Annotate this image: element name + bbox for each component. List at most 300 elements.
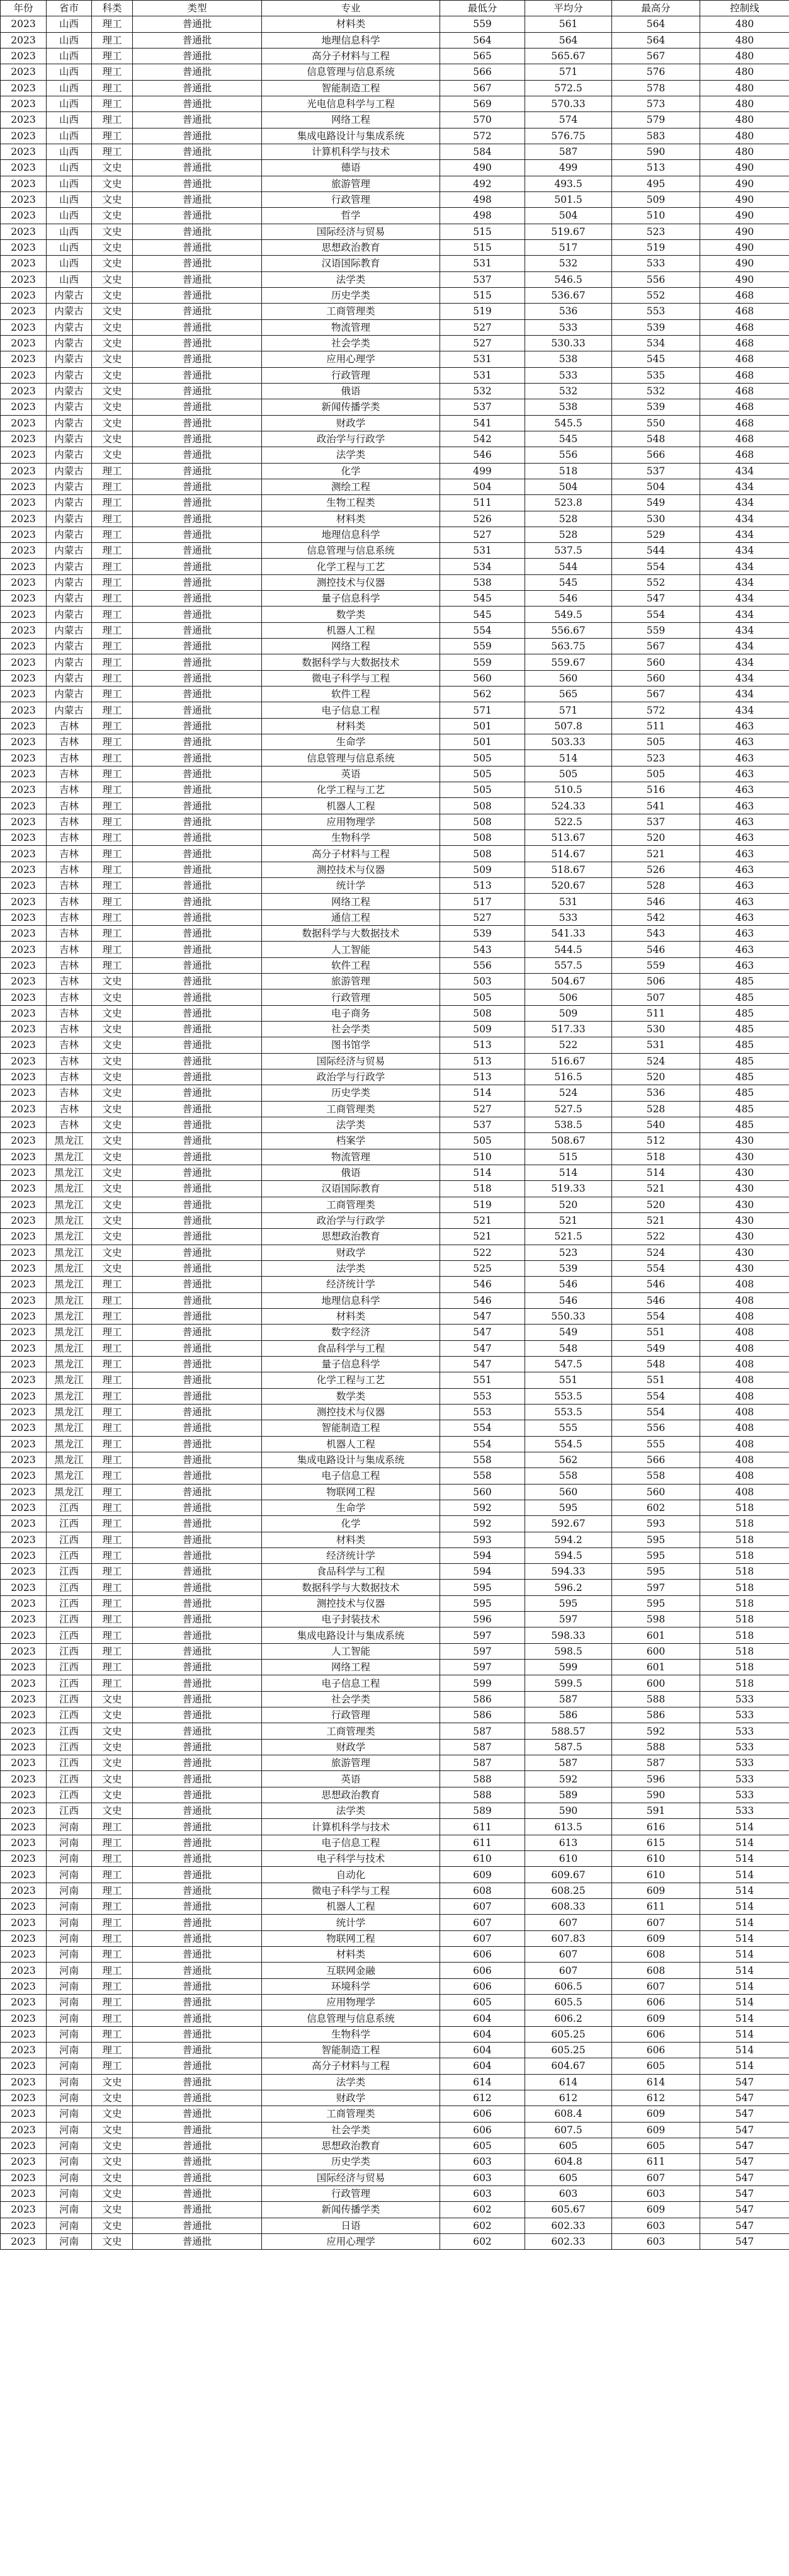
- category-cell: 理工: [92, 1851, 133, 1867]
- avg-score-cell: 576.75: [525, 128, 612, 144]
- avg-score-cell: 554.5: [525, 1436, 612, 1452]
- province-cell: 河南: [47, 1851, 92, 1867]
- year-cell: 2023: [1, 1197, 47, 1212]
- batch-cell: 普通批: [133, 2026, 262, 2042]
- control-line-cell: 430: [700, 1229, 789, 1245]
- category-cell: 文史: [92, 1787, 133, 1803]
- avg-score-cell: 548: [525, 1340, 612, 1356]
- avg-score-cell: 599.5: [525, 1675, 612, 1691]
- max-score-cell: 566: [612, 1452, 700, 1468]
- min-score-cell: 604: [440, 2026, 525, 2042]
- max-score-cell: 554: [612, 1308, 700, 1324]
- province-cell: 内蒙古: [47, 479, 92, 494]
- max-score-cell: 509: [612, 191, 700, 207]
- min-score-cell: 532: [440, 383, 525, 399]
- avg-score-cell: 594.33: [525, 1564, 612, 1580]
- control-line-cell: 490: [700, 224, 789, 239]
- year-cell: 2023: [1, 2122, 47, 2138]
- category-cell: 文史: [92, 208, 133, 224]
- category-cell: 理工: [92, 846, 133, 862]
- major-cell: 人工智能: [262, 942, 440, 957]
- province-cell: 黑龙江: [47, 1165, 92, 1180]
- avg-score-cell: 545: [525, 431, 612, 447]
- control-line-cell: 490: [700, 256, 789, 271]
- table-row: [1, 1229, 789, 1245]
- category-cell: 理工: [92, 1484, 133, 1500]
- table-row: [1, 702, 789, 718]
- min-score-cell: 519: [440, 304, 525, 319]
- max-score-cell: 576: [612, 64, 700, 80]
- max-score-cell: 548: [612, 431, 700, 447]
- category-cell: 理工: [92, 1819, 133, 1835]
- control-line-cell: 468: [700, 431, 789, 447]
- category-cell: 理工: [92, 670, 133, 686]
- batch-cell: 普通批: [133, 2090, 262, 2106]
- max-score-cell: 546: [612, 942, 700, 957]
- year-cell: 2023: [1, 926, 47, 942]
- category-cell: 理工: [92, 957, 133, 973]
- control-line-cell: 518: [700, 1516, 789, 1532]
- major-cell: 政治学与行政学: [262, 431, 440, 447]
- province-cell: 江西: [47, 1723, 92, 1739]
- year-cell: 2023: [1, 734, 47, 750]
- control-line-cell: 463: [700, 814, 789, 829]
- avg-score-cell: 533: [525, 909, 612, 925]
- table-row: [1, 1484, 789, 1500]
- avg-score-cell: 546: [525, 591, 612, 607]
- avg-score-cell: 524.33: [525, 798, 612, 814]
- category-cell: 理工: [92, 1595, 133, 1611]
- major-cell: 英语: [262, 766, 440, 782]
- province-cell: 吉林: [47, 1085, 92, 1101]
- batch-cell: 普通批: [133, 2186, 262, 2201]
- min-score-cell: 614: [440, 2074, 525, 2090]
- batch-cell: 普通批: [133, 1595, 262, 1611]
- batch-cell: 普通批: [133, 1899, 262, 1915]
- batch-cell: 普通批: [133, 1404, 262, 1420]
- max-score-cell: 549: [612, 1340, 700, 1356]
- major-cell: 材料类: [262, 1947, 440, 1963]
- table-row: [1, 1149, 789, 1165]
- major-cell: 国际经济与贸易: [262, 2170, 440, 2186]
- province-cell: 内蒙古: [47, 511, 92, 527]
- year-cell: 2023: [1, 144, 47, 159]
- category-cell: 文史: [92, 1037, 133, 1053]
- min-score-cell: 562: [440, 687, 525, 702]
- province-cell: 吉林: [47, 1037, 92, 1053]
- category-cell: 理工: [92, 1867, 133, 1883]
- batch-cell: 普通批: [133, 1995, 262, 2010]
- year-cell: 2023: [1, 1340, 47, 1356]
- province-cell: 山西: [47, 112, 92, 128]
- min-score-cell: 602: [440, 2218, 525, 2233]
- major-cell: 互联网金融: [262, 1963, 440, 1978]
- year-cell: 2023: [1, 48, 47, 64]
- max-score-cell: 609: [612, 1930, 700, 1946]
- batch-cell: 普通批: [133, 479, 262, 494]
- control-line-cell: 480: [700, 32, 789, 48]
- batch-cell: 普通批: [133, 1069, 262, 1085]
- major-cell: 物联网工程: [262, 1484, 440, 1500]
- min-score-cell: 531: [440, 367, 525, 383]
- category-cell: 文史: [92, 2170, 133, 2186]
- category-cell: 理工: [92, 1547, 133, 1563]
- control-line-cell: 547: [700, 2074, 789, 2090]
- table-row: [1, 1627, 789, 1643]
- major-cell: 环境科学: [262, 1978, 440, 1994]
- batch-cell: 普通批: [133, 1260, 262, 1276]
- province-cell: 江西: [47, 1675, 92, 1691]
- min-score-cell: 587: [440, 1755, 525, 1771]
- avg-score-cell: 587.5: [525, 1739, 612, 1755]
- control-line-cell: 490: [700, 208, 789, 224]
- max-score-cell: 600: [612, 1675, 700, 1691]
- control-line-cell: 468: [700, 447, 789, 463]
- avg-score-cell: 602.33: [525, 2218, 612, 2233]
- major-cell: 化学工程与工艺: [262, 1372, 440, 1388]
- major-cell: 测控技术与仪器: [262, 1595, 440, 1611]
- max-score-cell: 607: [612, 1915, 700, 1930]
- min-score-cell: 498: [440, 208, 525, 224]
- province-cell: 黑龙江: [47, 1356, 92, 1372]
- batch-cell: 普通批: [133, 1165, 262, 1180]
- batch-cell: 普通批: [133, 1325, 262, 1340]
- category-cell: 理工: [92, 16, 133, 32]
- year-cell: 2023: [1, 1085, 47, 1101]
- year-cell: 2023: [1, 782, 47, 798]
- control-line-cell: 408: [700, 1388, 789, 1404]
- control-line-cell: 547: [700, 2218, 789, 2233]
- category-cell: 文史: [92, 383, 133, 399]
- year-cell: 2023: [1, 814, 47, 829]
- min-score-cell: 508: [440, 798, 525, 814]
- table-row: [1, 1707, 789, 1723]
- province-cell: 江西: [47, 1532, 92, 1547]
- batch-cell: 普通批: [133, 1053, 262, 1069]
- avg-score-cell: 504: [525, 479, 612, 494]
- max-score-cell: 567: [612, 48, 700, 64]
- table-row: [1, 622, 789, 638]
- control-line-cell: 463: [700, 926, 789, 942]
- min-score-cell: 547: [440, 1340, 525, 1356]
- avg-score-cell: 604.8: [525, 2154, 612, 2170]
- table-row: [1, 1277, 789, 1292]
- category-cell: 文史: [92, 2138, 133, 2153]
- table-row: [1, 543, 789, 559]
- category-cell: 理工: [92, 2058, 133, 2074]
- year-cell: 2023: [1, 862, 47, 877]
- province-cell: 河南: [47, 2106, 92, 2122]
- province-cell: 内蒙古: [47, 702, 92, 718]
- max-score-cell: 602: [612, 1500, 700, 1515]
- avg-score-cell: 605.25: [525, 2026, 612, 2042]
- year-cell: 2023: [1, 1452, 47, 1468]
- table-row: [1, 479, 789, 494]
- table-row: [1, 256, 789, 271]
- max-score-cell: 553: [612, 304, 700, 319]
- table-row: [1, 1069, 789, 1085]
- max-score-cell: 537: [612, 814, 700, 829]
- major-cell: 材料类: [262, 718, 440, 734]
- min-score-cell: 499: [440, 463, 525, 479]
- min-score-cell: 546: [440, 447, 525, 463]
- max-score-cell: 521: [612, 1181, 700, 1197]
- min-score-cell: 492: [440, 176, 525, 191]
- min-score-cell: 554: [440, 1436, 525, 1452]
- avg-score-cell: 603: [525, 2186, 612, 2201]
- min-score-cell: 513: [440, 1053, 525, 1069]
- max-score-cell: 564: [612, 32, 700, 48]
- table-row: [1, 1165, 789, 1180]
- table-row: [1, 431, 789, 447]
- year-cell: 2023: [1, 1930, 47, 1946]
- province-cell: 河南: [47, 2090, 92, 2106]
- category-cell: 文史: [92, 1771, 133, 1787]
- avg-score-cell: 527.5: [525, 1101, 612, 1117]
- max-score-cell: 539: [612, 399, 700, 415]
- min-score-cell: 527: [440, 909, 525, 925]
- major-cell: 材料类: [262, 16, 440, 32]
- province-cell: 河南: [47, 2058, 92, 2074]
- max-score-cell: 573: [612, 96, 700, 111]
- max-score-cell: 545: [612, 351, 700, 367]
- control-line-cell: 468: [700, 383, 789, 399]
- header-year: 年份: [1, 1, 47, 16]
- max-score-cell: 583: [612, 128, 700, 144]
- major-cell: 信息管理与信息系统: [262, 2010, 440, 2026]
- major-cell: 微电子科学与工程: [262, 670, 440, 686]
- min-score-cell: 537: [440, 271, 525, 287]
- province-cell: 山西: [47, 96, 92, 111]
- batch-cell: 普通批: [133, 1436, 262, 1452]
- province-cell: 江西: [47, 1755, 92, 1771]
- batch-cell: 普通批: [133, 1963, 262, 1978]
- table-row: [1, 1547, 789, 1563]
- major-cell: 新闻传播学类: [262, 2202, 440, 2218]
- batch-cell: 普通批: [133, 1037, 262, 1053]
- table-row: [1, 1915, 789, 1930]
- max-score-cell: 530: [612, 1022, 700, 1037]
- control-line-cell: 533: [700, 1803, 789, 1819]
- avg-score-cell: 537.5: [525, 543, 612, 559]
- major-cell: 机器人工程: [262, 798, 440, 814]
- province-cell: 吉林: [47, 830, 92, 846]
- table-row: [1, 1053, 789, 1069]
- min-score-cell: 519: [440, 1197, 525, 1212]
- major-cell: 人工智能: [262, 1643, 440, 1659]
- year-cell: 2023: [1, 591, 47, 607]
- province-cell: 内蒙古: [47, 415, 92, 431]
- province-cell: 山西: [47, 32, 92, 48]
- table-row: [1, 878, 789, 894]
- category-cell: 理工: [92, 639, 133, 654]
- avg-score-cell: 590: [525, 1803, 612, 1819]
- major-cell: 材料类: [262, 1308, 440, 1324]
- category-cell: 文史: [92, 2122, 133, 2138]
- category-cell: 理工: [92, 814, 133, 829]
- min-score-cell: 498: [440, 191, 525, 207]
- category-cell: 文史: [92, 2218, 133, 2233]
- year-cell: 2023: [1, 1643, 47, 1659]
- control-line-cell: 434: [700, 670, 789, 686]
- province-cell: 黑龙江: [47, 1181, 92, 1197]
- max-score-cell: 586: [612, 1707, 700, 1723]
- province-cell: 黑龙江: [47, 1229, 92, 1245]
- table-row: [1, 96, 789, 111]
- table-row: [1, 830, 789, 846]
- year-cell: 2023: [1, 511, 47, 527]
- avg-score-cell: 592.67: [525, 1516, 612, 1532]
- batch-cell: 普通批: [133, 894, 262, 909]
- major-cell: 电子信息工程: [262, 1468, 440, 1484]
- major-cell: 光电信息科学与工程: [262, 96, 440, 111]
- min-score-cell: 515: [440, 224, 525, 239]
- avg-score-cell: 572.5: [525, 80, 612, 96]
- province-cell: 黑龙江: [47, 1292, 92, 1308]
- min-score-cell: 547: [440, 1325, 525, 1340]
- province-cell: 山西: [47, 256, 92, 271]
- header-subject-category: 科类: [92, 1, 133, 16]
- control-line-cell: 480: [700, 112, 789, 128]
- avg-score-cell: 606.2: [525, 2010, 612, 2026]
- category-cell: 文史: [92, 447, 133, 463]
- max-score-cell: 612: [612, 2090, 700, 2106]
- avg-score-cell: 532: [525, 383, 612, 399]
- category-cell: 理工: [92, 591, 133, 607]
- table-row: [1, 271, 789, 287]
- avg-score-cell: 549.5: [525, 607, 612, 622]
- control-line-cell: 485: [700, 989, 789, 1005]
- avg-score-cell: 536: [525, 304, 612, 319]
- category-cell: 理工: [92, 909, 133, 925]
- batch-cell: 普通批: [133, 1643, 262, 1659]
- min-score-cell: 569: [440, 96, 525, 111]
- table-row: [1, 1835, 789, 1850]
- major-cell: 汉语国际教育: [262, 1181, 440, 1197]
- major-cell: 量子信息科学: [262, 591, 440, 607]
- table-row: [1, 591, 789, 607]
- year-cell: 2023: [1, 176, 47, 191]
- table-row: [1, 1851, 789, 1867]
- category-cell: 理工: [92, 1978, 133, 1994]
- min-score-cell: 560: [440, 670, 525, 686]
- avg-score-cell: 594.5: [525, 1547, 612, 1563]
- category-cell: 文史: [92, 256, 133, 271]
- max-score-cell: 595: [612, 1595, 700, 1611]
- avg-score-cell: 607.5: [525, 2122, 612, 2138]
- year-cell: 2023: [1, 351, 47, 367]
- major-cell: 历史学类: [262, 2154, 440, 2170]
- batch-cell: 普通批: [133, 1340, 262, 1356]
- min-score-cell: 514: [440, 1085, 525, 1101]
- min-score-cell: 556: [440, 957, 525, 973]
- table-row: [1, 687, 789, 702]
- major-cell: 集成电路设计与集成系统: [262, 1452, 440, 1468]
- category-cell: 理工: [92, 878, 133, 894]
- min-score-cell: 526: [440, 511, 525, 527]
- control-line-cell: 430: [700, 1260, 789, 1276]
- table-row: [1, 1085, 789, 1101]
- province-cell: 吉林: [47, 734, 92, 750]
- year-cell: 2023: [1, 1260, 47, 1276]
- major-cell: 法学类: [262, 1117, 440, 1132]
- batch-cell: 普通批: [133, 974, 262, 989]
- major-cell: 统计学: [262, 878, 440, 894]
- min-score-cell: 522: [440, 1245, 525, 1260]
- max-score-cell: 590: [612, 144, 700, 159]
- category-cell: 文史: [92, 239, 133, 255]
- year-cell: 2023: [1, 16, 47, 32]
- province-cell: 吉林: [47, 718, 92, 734]
- year-cell: 2023: [1, 1005, 47, 1021]
- batch-cell: 普通批: [133, 654, 262, 670]
- category-cell: 理工: [92, 1883, 133, 1898]
- max-score-cell: 514: [612, 1165, 700, 1180]
- province-cell: 黑龙江: [47, 1484, 92, 1500]
- control-line-cell: 485: [700, 1069, 789, 1085]
- category-cell: 文史: [92, 224, 133, 239]
- category-cell: 理工: [92, 1277, 133, 1292]
- max-score-cell: 550: [612, 415, 700, 431]
- year-cell: 2023: [1, 32, 47, 48]
- max-score-cell: 598: [612, 1612, 700, 1627]
- min-score-cell: 505: [440, 766, 525, 782]
- category-cell: 文史: [92, 176, 133, 191]
- major-cell: 财政学: [262, 2090, 440, 2106]
- table-row: [1, 2106, 789, 2122]
- major-cell: 社会学类: [262, 335, 440, 351]
- batch-cell: 普通批: [133, 239, 262, 255]
- table-row: [1, 1468, 789, 1484]
- batch-cell: 普通批: [133, 1532, 262, 1547]
- min-score-cell: 531: [440, 256, 525, 271]
- batch-cell: 普通批: [133, 830, 262, 846]
- major-cell: 思想政治教育: [262, 1787, 440, 1803]
- year-cell: 2023: [1, 1022, 47, 1037]
- batch-cell: 普通批: [133, 2154, 262, 2170]
- avg-score-cell: 514: [525, 1165, 612, 1180]
- control-line-cell: 430: [700, 1245, 789, 1260]
- major-cell: 生命学: [262, 734, 440, 750]
- batch-cell: 普通批: [133, 1229, 262, 1245]
- year-cell: 2023: [1, 415, 47, 431]
- control-line-cell: 518: [700, 1532, 789, 1547]
- avg-score-cell: 520: [525, 1197, 612, 1212]
- max-score-cell: 595: [612, 1547, 700, 1563]
- avg-score-cell: 605: [525, 2138, 612, 2153]
- category-cell: 文史: [92, 1149, 133, 1165]
- max-score-cell: 554: [612, 607, 700, 622]
- min-score-cell: 587: [440, 1739, 525, 1755]
- major-cell: 电子封装技术: [262, 1612, 440, 1627]
- province-cell: 河南: [47, 2186, 92, 2201]
- year-cell: 2023: [1, 1612, 47, 1627]
- category-cell: 理工: [92, 112, 133, 128]
- table-row: [1, 654, 789, 670]
- min-score-cell: 546: [440, 1292, 525, 1308]
- max-score-cell: 601: [612, 1627, 700, 1643]
- avg-score-cell: 563.75: [525, 639, 612, 654]
- batch-cell: 普通批: [133, 1564, 262, 1580]
- province-cell: 吉林: [47, 878, 92, 894]
- control-line-cell: 514: [700, 1947, 789, 1963]
- control-line-cell: 408: [700, 1468, 789, 1484]
- min-score-cell: 518: [440, 1181, 525, 1197]
- control-line-cell: 533: [700, 1723, 789, 1739]
- table-row: [1, 1643, 789, 1659]
- table-row: [1, 894, 789, 909]
- control-line-cell: 518: [700, 1675, 789, 1691]
